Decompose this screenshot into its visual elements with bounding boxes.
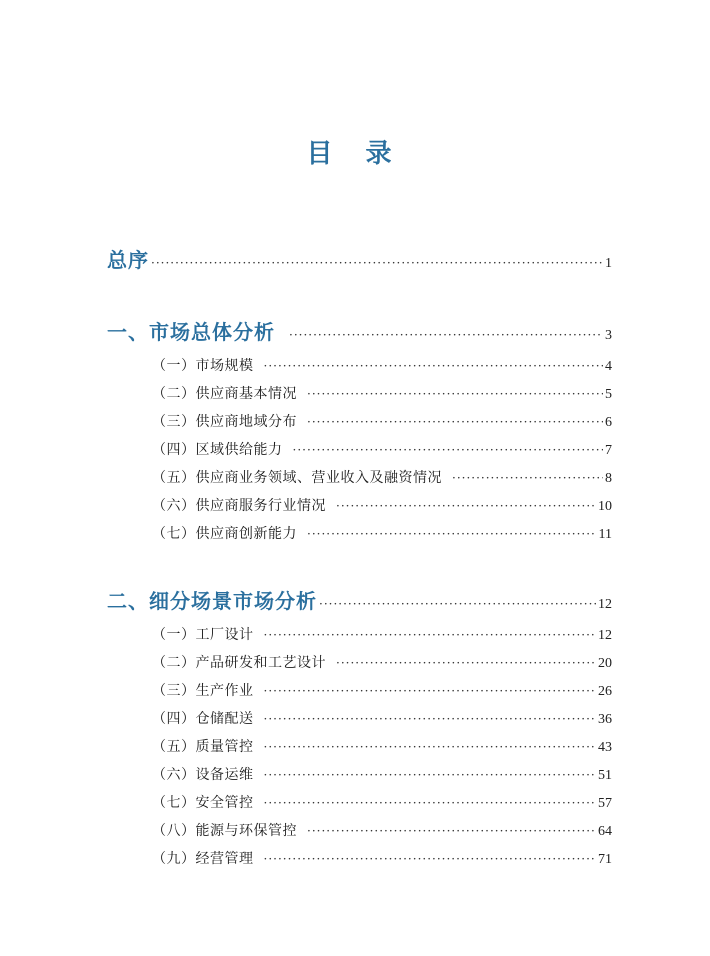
toc-page-number: 12	[598, 597, 612, 612]
toc-section-row[interactable]	[152, 736, 612, 760]
toc-entry-label: 总序	[107, 248, 149, 272]
toc-page-number: 7	[605, 443, 612, 458]
dot-leader	[264, 796, 597, 810]
toc-page-number: 10	[598, 499, 612, 514]
toc-entry-label: （六）供应商服务行业情况	[152, 498, 326, 514]
toc-entry-label: （二）产品研发和工艺设计	[152, 655, 326, 671]
toc-page-number: 26	[598, 684, 612, 699]
dot-leader	[307, 824, 596, 838]
toc-page-number: 1	[605, 256, 612, 271]
toc-entry-label: （六）设备运维	[152, 767, 254, 783]
toc-entry-label: （三）供应商地域分布	[152, 414, 297, 430]
toc-section-row[interactable]	[152, 792, 612, 816]
toc-page-number: 8	[605, 471, 612, 486]
toc-entry-label: （四）仓储配送	[152, 711, 254, 727]
page-title: 目 录	[306, 139, 404, 169]
toc-page-number: 57	[598, 796, 612, 811]
toc-entry-label: （一）市场规模	[152, 358, 254, 374]
toc-page-number: 71	[598, 852, 612, 867]
dot-leader	[264, 768, 597, 782]
toc-page-number: 51	[598, 768, 612, 783]
toc-section-row[interactable]	[152, 848, 612, 872]
dot-leader	[264, 359, 604, 373]
toc-entry-label: （一）工厂设计	[152, 627, 254, 643]
toc-entry-label: （七）安全管控	[152, 795, 254, 811]
toc-entry-label: （九）经营管理	[152, 851, 254, 867]
toc-page-number: 3	[605, 328, 612, 343]
dot-leader	[264, 628, 597, 642]
toc-entry-label: （八）能源与环保管控	[152, 823, 297, 839]
toc-page-number: 43	[598, 740, 612, 755]
toc-entry-label: （二）供应商基本情况	[152, 386, 297, 402]
toc-entry-label: （四）区域供给能力	[152, 442, 283, 458]
toc-page-number: 36	[598, 712, 612, 727]
toc-entry-label: 二、细分场景市场分析	[107, 589, 317, 613]
toc-section-row[interactable]	[152, 708, 612, 732]
toc-section-row[interactable]	[152, 495, 612, 519]
toc-section-row[interactable]	[152, 383, 612, 407]
toc-section-row[interactable]	[152, 411, 612, 435]
dot-leader	[264, 740, 597, 754]
toc-section-row[interactable]	[152, 439, 612, 463]
toc-page-number: 11	[598, 527, 612, 542]
toc-section-row[interactable]	[152, 624, 612, 648]
dot-leader	[307, 527, 597, 541]
toc-entry-label: （七）供应商创新能力	[152, 526, 297, 542]
toc-section-row[interactable]	[152, 523, 612, 547]
toc-page-number: 6	[605, 415, 612, 430]
dot-leader	[336, 656, 596, 670]
toc-page-number: 64	[598, 824, 612, 839]
dot-leader	[151, 256, 603, 270]
toc-chapter-row[interactable]	[107, 244, 612, 274]
dot-leader	[307, 387, 603, 401]
toc-chapter-row[interactable]	[107, 316, 612, 346]
dot-leader	[264, 852, 597, 866]
dot-leader	[319, 597, 596, 611]
toc-section-row[interactable]	[152, 764, 612, 788]
toc-chapter-row[interactable]	[107, 585, 612, 615]
dot-leader	[307, 415, 603, 429]
toc-entry-label: （五）质量管控	[152, 739, 254, 755]
toc-entry-label: （三）生产作业	[152, 683, 254, 699]
toc-page-number: 4	[605, 359, 612, 374]
toc-page-number: 5	[605, 387, 612, 402]
toc-section-row[interactable]	[152, 652, 612, 676]
dot-leader	[452, 471, 603, 485]
toc-section-row[interactable]	[152, 680, 612, 704]
dot-leader	[289, 328, 603, 342]
dot-leader	[293, 443, 604, 457]
toc-section-row[interactable]	[152, 467, 612, 491]
dot-leader	[336, 499, 596, 513]
toc-entry-label: 一、市场总体分析	[107, 320, 275, 344]
dot-leader	[264, 684, 597, 698]
toc-entry-label: （五）供应商业务领域、营业收入及融资情况	[152, 470, 442, 486]
toc-section-row[interactable]	[152, 820, 612, 844]
toc-page-number: 20	[598, 656, 612, 671]
dot-leader	[264, 712, 597, 726]
toc-section-row[interactable]	[152, 355, 612, 379]
toc-page-number: 12	[598, 628, 612, 643]
